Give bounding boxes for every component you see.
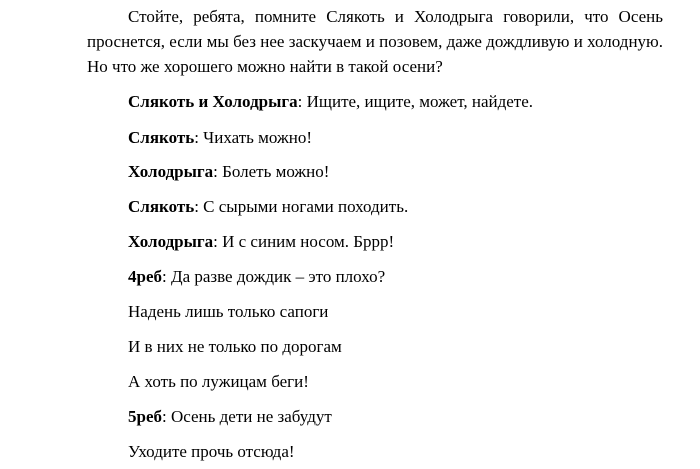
dialogue-line: [128, 266, 385, 288]
speaker-name: Слякоть и Холодрыга: [128, 92, 298, 111]
line-text: : Осень дети не забудут: [162, 407, 332, 426]
speaker-name: Слякоть: [128, 128, 195, 147]
verse-line: [128, 371, 309, 393]
line-text: : Чихать можно!: [194, 128, 312, 147]
dialogue-line: [128, 196, 408, 218]
line-text: Уходите прочь отсюда!: [128, 442, 295, 461]
dialogue-line: [128, 231, 394, 253]
verse-line: [128, 301, 328, 323]
dialogue-line: [128, 406, 332, 428]
speaker-name: 5реб: [128, 407, 162, 426]
line-text: : С сырыми ногами походить.: [194, 197, 409, 216]
speaker-name: 4реб: [128, 267, 162, 286]
line-text: : Болеть можно!: [213, 162, 330, 181]
line-text: А хоть по лужицам беги!: [128, 372, 309, 391]
verse-line: [128, 441, 295, 463]
dialogue-line: [128, 127, 312, 149]
line-text: Надень лишь только сапоги: [128, 302, 329, 321]
dialogue-line: [128, 91, 533, 113]
line-text: : Да разве дождик – это плохо?: [162, 267, 386, 286]
line-text: : Ищите, ищите, может, найдете.: [297, 92, 534, 111]
speaker-name: Холодрыга: [128, 232, 214, 251]
line-text: И в них не только по дорогам: [128, 337, 342, 356]
speaker-name: Холодрыга: [128, 162, 214, 181]
dialogue-line: [128, 161, 329, 183]
verse-line: [128, 336, 342, 358]
intro-paragraph: Стойте, ребята, помните Слякоть и Холодрыга говорили, что Осень проснется, если мы без нее заскучаем и позовем, даже дождливую и холодную. Но что же хорошего можно найти в такой осени?: [87, 7, 663, 76]
line-text: : И с синим носом. Бррр!: [213, 232, 395, 251]
speaker-name: Слякоть: [128, 197, 195, 216]
